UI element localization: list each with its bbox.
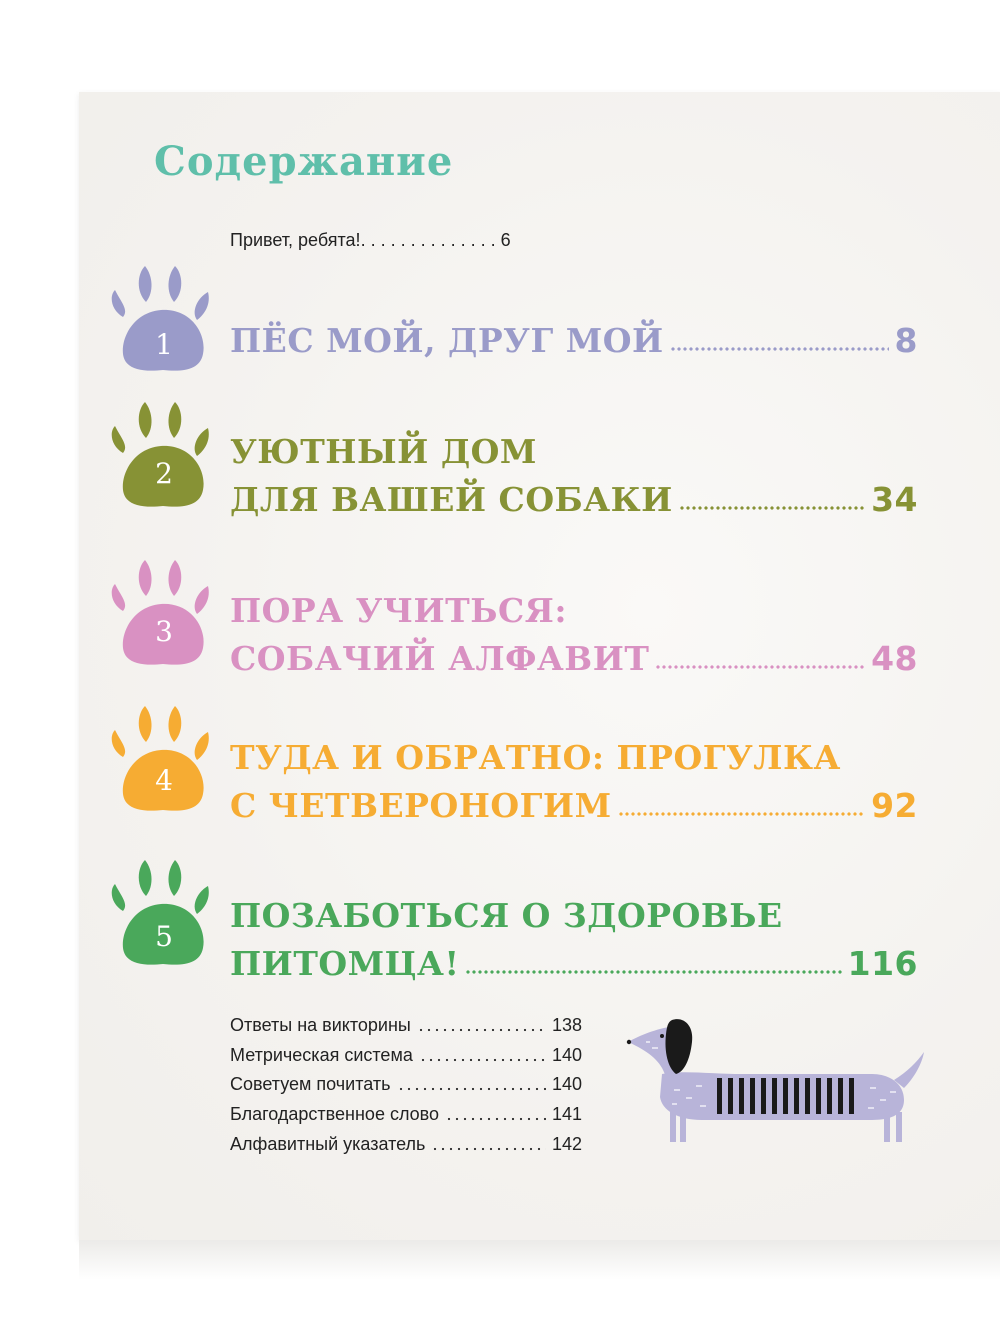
- paw-number-4: 4: [155, 764, 173, 797]
- paw-icon-chapter-1: [109, 262, 219, 382]
- paw-icon-chapter-4: [109, 702, 219, 822]
- leader-dots: [618, 793, 865, 823]
- leader-dots: [397, 1078, 546, 1092]
- toc-misc-list: [230, 1015, 582, 1163]
- toc-misc-entry[interactable]: [230, 1074, 582, 1104]
- chapter-page: 34: [871, 480, 918, 519]
- leader-dots: [679, 487, 865, 517]
- paw-icon-chapter-5: [109, 856, 219, 976]
- chapter-title-line-2: С ЧЕТВЕРОНОГИМ: [230, 786, 612, 825]
- paw-number-1: 1: [155, 328, 173, 361]
- paw-number-3: 3: [155, 615, 173, 648]
- chapter-page: 92: [871, 786, 918, 825]
- chapter-page: 116: [847, 944, 918, 983]
- chapter-title-line-1: ПОЗАБОТЬСЯ О ЗДОРОВЬЕ: [230, 896, 783, 935]
- intro-dots: . . . . . . . . . . . . . .: [360, 230, 496, 250]
- page-shadow: [79, 1240, 1000, 1280]
- chapter-page: 8: [894, 321, 918, 360]
- misc-page: 138: [551, 1015, 582, 1035]
- toc-intro-entry[interactable]: [230, 230, 511, 251]
- toc-chapter-3[interactable]: [230, 587, 918, 683]
- leader-dots: [465, 951, 841, 981]
- misc-label: Благодарственное слово: [230, 1104, 440, 1125]
- paw-icon-chapter-2: [109, 398, 219, 518]
- toc-misc-entry[interactable]: [230, 1134, 582, 1164]
- chapter-title-line-1: ТУДА И ОБРАТНО: ПРОГУЛКА: [230, 738, 841, 777]
- chapter-title-line-1: УЮТНЫЙ ДОМ: [230, 432, 537, 471]
- leader-dots: [417, 1019, 546, 1033]
- leader-dots: [670, 328, 889, 358]
- leader-dots: [655, 646, 865, 676]
- chapter-page: 48: [871, 639, 918, 678]
- toc-misc-entry[interactable]: [230, 1045, 582, 1075]
- misc-label: Метрическая система: [230, 1044, 413, 1065]
- intro-page: 6: [500, 230, 511, 250]
- chapter-title-line-1: ПОРА УЧИТЬСЯ:: [230, 591, 568, 630]
- chapter-title-line-2: СОБАЧИЙ АЛФАВИТ: [230, 639, 650, 678]
- toc-chapter-2[interactable]: [230, 428, 918, 524]
- chapter-title-line-2: ДЛЯ ВАШЕЙ СОБАКИ: [230, 480, 673, 519]
- misc-page: 142: [551, 1133, 582, 1154]
- misc-label: Советуем почитать: [230, 1074, 391, 1095]
- misc-page: 140: [551, 1074, 582, 1095]
- toc-chapter-1[interactable]: [230, 317, 918, 365]
- toc-chapter-4[interactable]: [230, 734, 918, 830]
- toc-misc-entry[interactable]: [230, 1104, 582, 1134]
- leader-dots: [419, 1049, 546, 1063]
- chapter-title: ПЁС МОЙ, ДРУГ МОЙ: [230, 321, 664, 360]
- misc-label: Алфавитный указатель: [230, 1133, 426, 1154]
- chapter-title-line-2: ПИТОМЦА!: [230, 944, 460, 983]
- misc-page: 141: [551, 1104, 582, 1125]
- page-title: Содержание: [154, 138, 454, 185]
- intro-label: Привет, ребята!: [230, 230, 361, 250]
- dachshund-illustration: [622, 1012, 932, 1147]
- paw-number-2: 2: [155, 457, 173, 490]
- toc-chapter-5[interactable]: [230, 892, 918, 988]
- toc-misc-entry[interactable]: [230, 1015, 582, 1045]
- misc-page: 140: [551, 1044, 582, 1065]
- leader-dots: [431, 1138, 546, 1152]
- misc-label: Ответы на викторины: [230, 1015, 411, 1035]
- leader-dots: [445, 1108, 546, 1122]
- paw-icon-chapter-3: [109, 556, 219, 676]
- paw-number-5: 5: [155, 920, 173, 953]
